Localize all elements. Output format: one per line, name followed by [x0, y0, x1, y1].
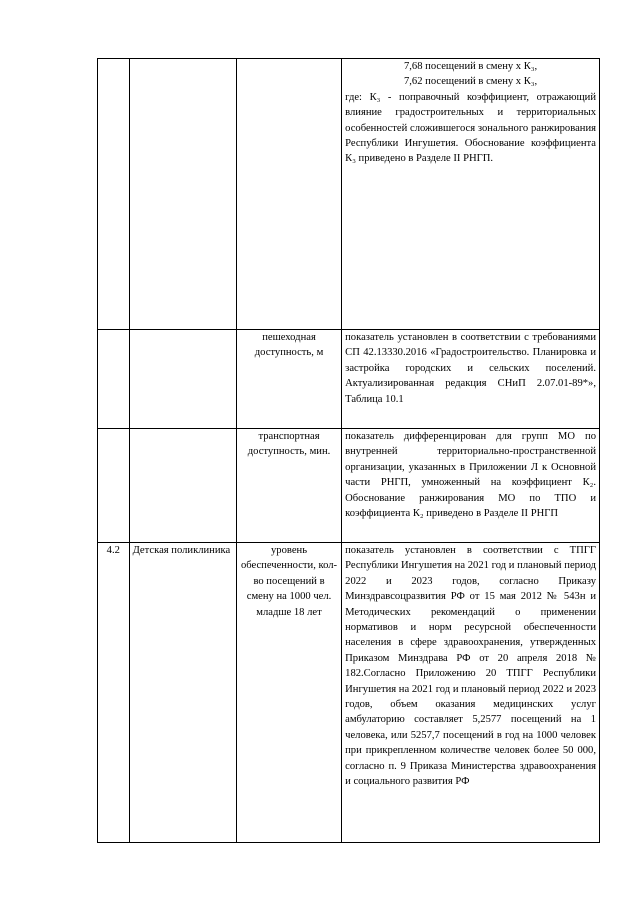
- justification-cell: показатель дифференцирован для групп МО по внутренней территориально-пространственной организации, указанных в Приложении Л к Основной части РНГП, умноженный на коэффициент К₂. Обоснование ранжирования МО по ТПО и коэффициента К₂ приведено в Разделе II РНГП: [342, 429, 600, 543]
- indicator-cell: [236, 59, 341, 330]
- table-row: [98, 543, 600, 843]
- norms-table: [97, 58, 600, 843]
- justification-cell: [342, 59, 600, 330]
- indicator-cell: транспортная доступность, мин.: [236, 429, 341, 543]
- number-cell: 4.2: [98, 543, 130, 843]
- number-cell: [98, 429, 130, 543]
- formula-line: 7,62 посещений в смену x К₃,: [403, 76, 538, 88]
- justification-cell: показатель установлен в соответствии с ТПГГ Республики Ингушетия на 2021 год и плановый период 2022 и 2023 годов, согласно Приказу Минздравсоцразвития РФ от 15 мая 2012 № 543н и Методических рекомендаций о применении нормативов и норм ресурсной обеспеченности населения в сфере здравоохранения, утвержденных Приказом Минздрава РФ от 20 апреля 2018 № 182.Согласно Приложению 20 ТПГГ Республики Ингушетия на 2021 год и плановый период 2022 и 2023 годов, объем оказания медицинских услуг амбулаторию составляет 5,2577 посещений на 1 человека, или 5257,7 посещений в год на 1000 человек при прикрепленном количестве человек более 50 000, согласно п. 9 Приказа Министерства здравоохранения и социального развития РФ: [342, 543, 600, 843]
- number-cell: [98, 330, 130, 429]
- indicator-cell: уровень обеспеченности, кол-во посещений в смену на 1000 чел. младше 18 лет: [236, 543, 341, 843]
- name-cell: [129, 429, 236, 543]
- name-cell: [129, 59, 236, 330]
- table-row: [98, 59, 600, 330]
- table-row: [98, 429, 600, 543]
- justification-cell: показатель установлен в соответствии с требованиями СП 42.13330.2016 «Градостроительство. Планировка и застройка городских и сельских поселений. Актуализированная редакция СНиП 2.07.01-89*», Таблица 10.1: [342, 330, 600, 429]
- number-cell: [98, 59, 130, 330]
- name-cell: Детская поликлиника: [129, 543, 236, 843]
- table-row: [98, 330, 600, 429]
- indicator-cell: пешеходная доступность, м: [236, 330, 341, 429]
- justification-text: где: К₃ - поправочный коэффициент, отражающий влияние градостроительных и территориальных особенностей сложившегося зонального ранжирования Республики Ингушетия. Обоснование коэффициента К₃ приведено в Разделе II РНГП.: [345, 91, 596, 165]
- formula-line: 7,68 посещений в смену x К₃,: [403, 61, 538, 72]
- name-cell: [129, 330, 236, 429]
